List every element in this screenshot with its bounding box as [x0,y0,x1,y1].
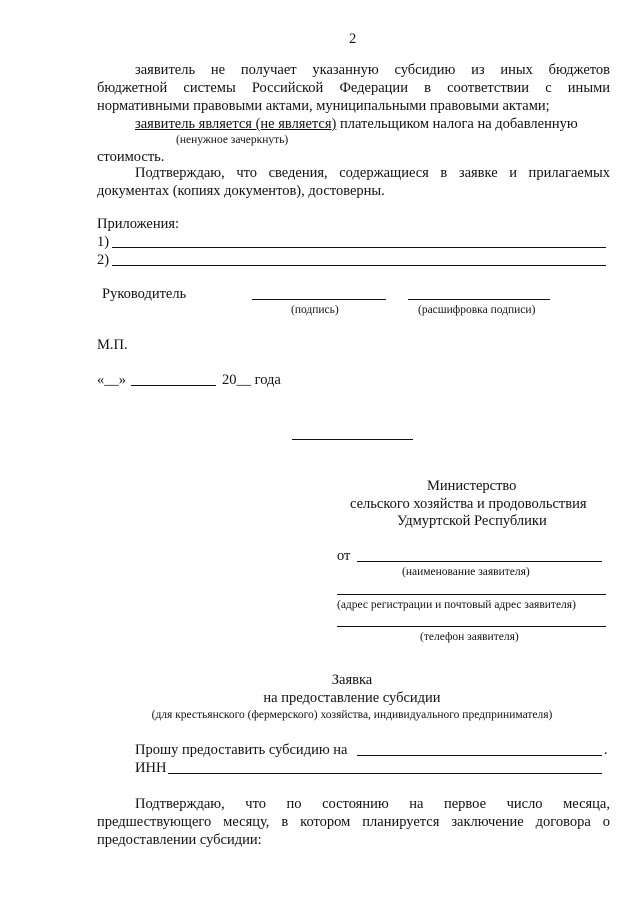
signature-role: Руководитель [102,286,187,302]
para1-line2: бюджетной системы Российской Федерации в соответствии с иными [97,80,610,96]
para3-line1: Подтверждаю, что сведения, содержащиеся в заявке и прилагаемых [135,165,610,181]
signature-caption: (подпись) [291,304,339,316]
addressee-line1: Министерство [427,478,517,494]
request-label: Прошу предоставить субсидию на [135,742,348,758]
para1-line3: нормативными правовыми актами, муниципальными правовыми актами; [97,98,550,114]
strike-note: (ненужное зачеркнуть) [176,134,289,146]
page-number: 2 [349,31,357,47]
application-title: Заявка [331,672,373,688]
attachment-item-1: 1) [97,234,110,250]
attachment-line-1[interactable] [112,247,606,248]
addressee-line3: Удмуртской Республики [397,513,547,529]
attachments-title: Приложения: [97,216,180,232]
inn-label: ИНН [135,760,167,776]
inn-line[interactable] [168,773,602,774]
from-label: от [337,548,351,564]
applicant-name-caption: (наименование заявителя) [402,566,530,578]
signature-decode-line[interactable] [408,299,550,300]
application-note: (для крестьянского (фермерского) хозяйства, индивидуального предпринимателя) [151,709,553,721]
applicant-address-line[interactable] [337,594,606,595]
signature-decode-caption: (расшифровка подписи) [418,304,536,316]
applicant-phone-caption: (телефон заявителя) [420,631,519,643]
applicant-address-caption: (адрес регистрации и почтовый адрес заявителя) [337,599,576,611]
para4-line1: Подтверждаю, что по состоянию на первое число месяца, [135,796,610,812]
applicant-name-line[interactable] [357,561,602,562]
applicant-phone-line[interactable] [337,626,606,627]
request-end: . [604,742,608,758]
signature-line[interactable] [252,299,386,300]
date-year: 20__ года [222,372,281,388]
addressee-line2: сельского хозяйства и продовольствия [350,496,587,512]
para4-line2: предшествующего месяцу, в котором планируется заключение договора о [97,814,610,830]
para4-line3: предоставлении субсидии: [97,832,262,848]
date-day: «__» [97,372,126,388]
application-subtitle: на предоставление субсидии [263,690,441,706]
stamp-label: М.П. [97,337,128,353]
vat-status-line [135,115,578,133]
section-divider [292,439,413,440]
attachment-item-2: 2) [97,252,110,268]
subsidy-purpose-line[interactable] [357,755,602,756]
vat-status-rest: плательщиком налога на добавленную [339,116,578,132]
para1-line1: заявитель не получает указанную субсидию из иных бюджетов [135,62,610,78]
para3-line2: документах (копиях документов), достоверны. [97,183,385,199]
date-month-line[interactable] [131,385,216,386]
vat-status-option: заявитель является (не является) [135,116,337,132]
para2-line2: стоимость. [97,149,165,165]
attachment-line-2[interactable] [112,265,606,266]
